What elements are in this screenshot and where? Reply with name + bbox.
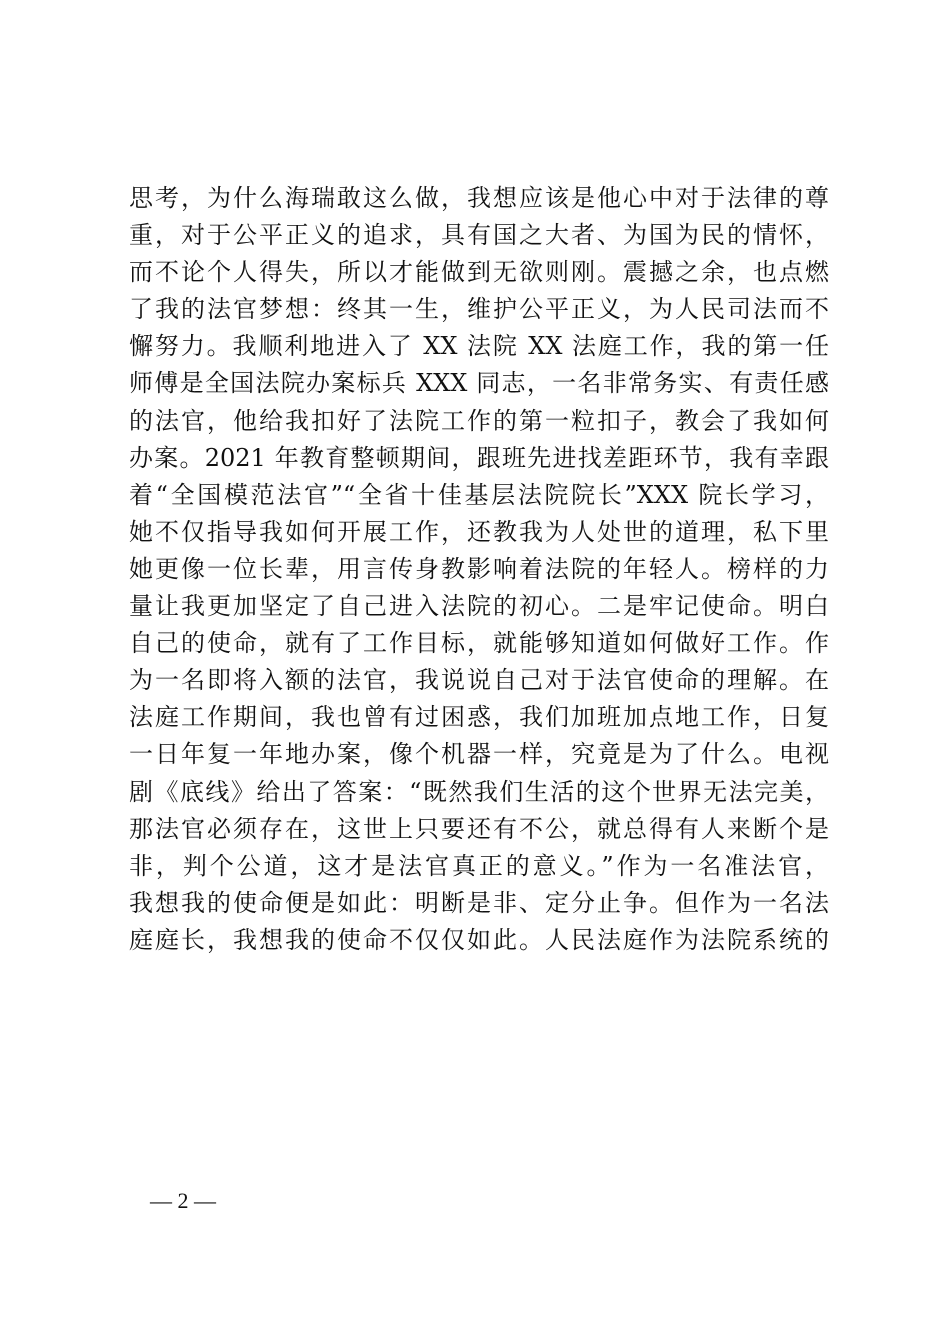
- text-line: 而不论个人得失，所以才能做到无欲则刚。震撼之余，也点燃: [129, 258, 829, 287]
- text-line: 自己的使命，就有了工作目标，就能够知道如何做好工作。作: [129, 629, 829, 658]
- text-line: 重，对于公平正义的追求，具有国之大者、为国为民的情怀，: [129, 221, 829, 250]
- text-line: 剧《底线》给出了答案：“既然我们生活的这个世界无法完美，: [129, 777, 829, 806]
- text-line: 着“全国模范法官”“全省十佳基层法院院长”XXX 院长学习，: [129, 480, 829, 509]
- text-line: 思考，为什么海瑞敢这么做，我想应该是他心中对于法律的尊: [129, 184, 829, 212]
- text-line: 了我的法官梦想：终其一生，维护公平正义，为人民司法而不: [129, 295, 829, 324]
- text-line: 她更像一位长辈，用言传身教影响着法院的年轻人。榜样的力: [129, 554, 829, 583]
- text-line: 量让我更加坚定了自己进入法院的初心。二是牢记使命。明白: [129, 592, 829, 621]
- text-line: 懈努力。我顺利地进入了 XX 法院 XX 法庭工作，我的第一任: [129, 332, 829, 361]
- text-line: 为一名即将入额的法官，我说说自己对于法官使命的理解。在: [129, 666, 829, 695]
- text-line: 她不仅指导我如何开展工作，还教我为人处世的道理，私下里: [129, 517, 829, 546]
- text-line: 办案。2021 年教育整顿期间，跟班先进找差距环节，我有幸跟: [129, 443, 829, 472]
- text-line: 那法官必须存在，这世上只要还有不公，就总得有人来断个是: [129, 814, 829, 843]
- text-line: 庭庭长，我想我的使命不仅仅如此。人民法庭作为法院系统的: [129, 925, 829, 954]
- text-line: 我想我的使命便是如此：明断是非、定分止争。但作为一名法: [129, 888, 829, 917]
- text-line: 法庭工作期间，我也曾有过困惑，我们加班加点地工作，日复: [129, 703, 829, 732]
- text-line: 非，判个公道，这才是法官真正的意义。”作为一名准法官，: [129, 851, 829, 880]
- page-number: — 2 —: [150, 1188, 216, 1213]
- text-line: 师傅是全国法院办案标兵 XXX 同志，一名非常务实、有责任感: [129, 369, 829, 398]
- text-line: 一日年复一年地办案，像个机器一样，究竟是为了什么。电视: [129, 740, 829, 769]
- body-text: [129, 180, 829, 959]
- text-line: 的法官，他给我扣好了法院工作的第一粒扣子，教会了我如何: [129, 406, 829, 435]
